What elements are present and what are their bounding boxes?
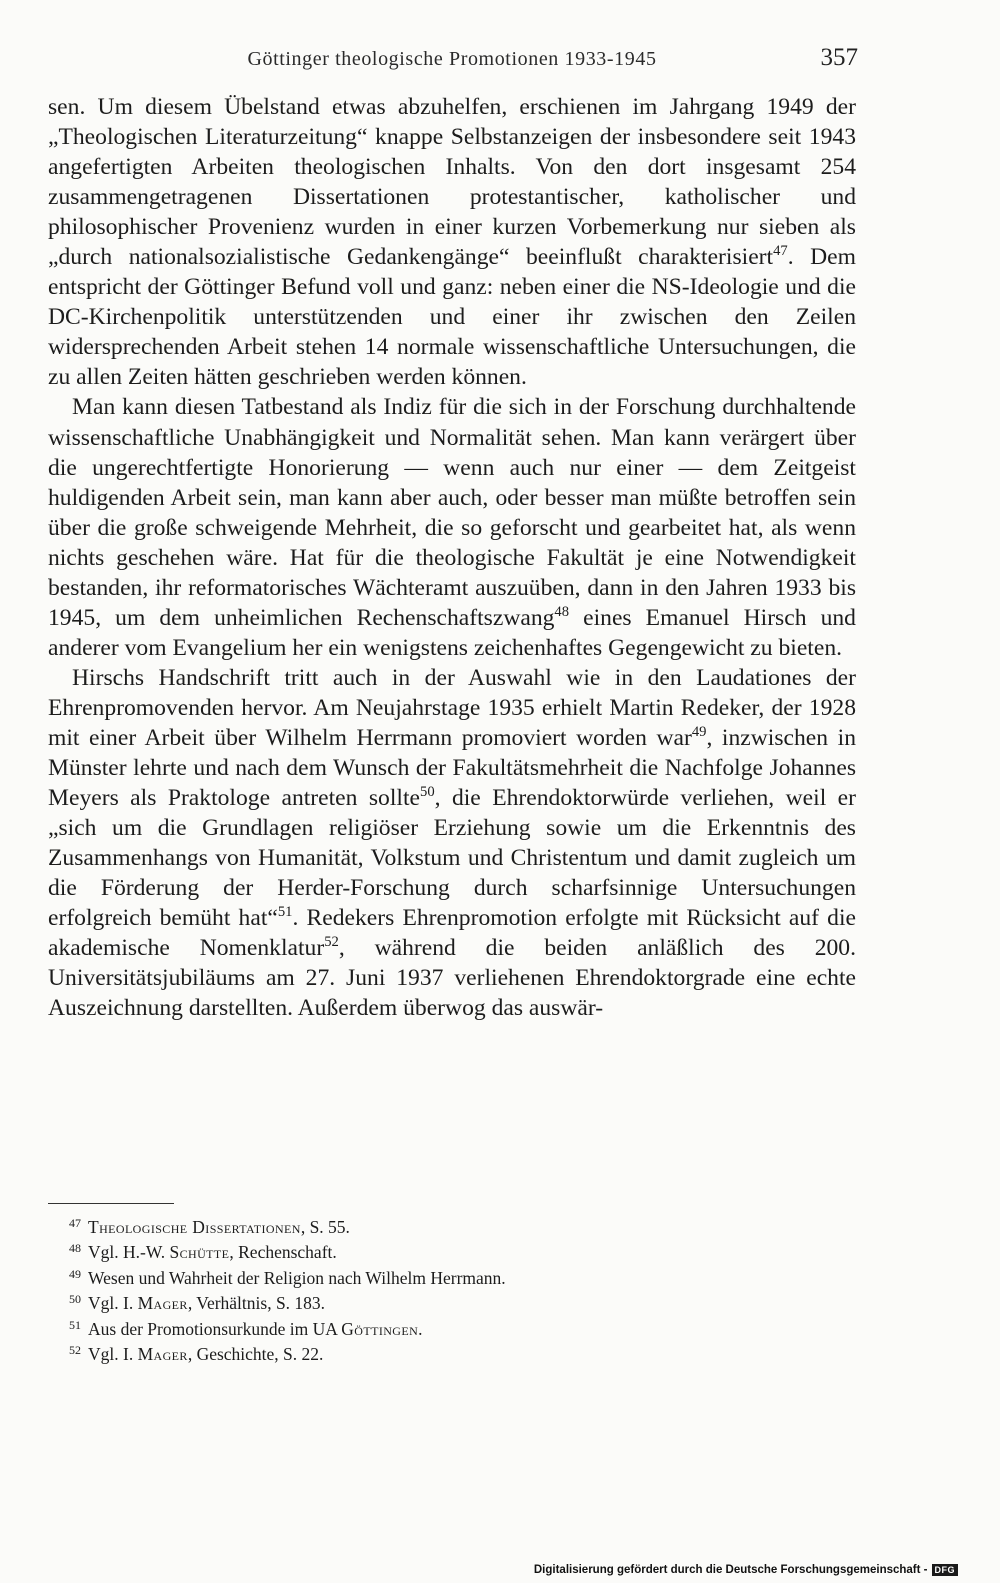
- running-title: Göttinger theologische Promotionen 1933-1945: [247, 48, 657, 70]
- text-run: Vgl. I.: [88, 1344, 138, 1365]
- text-run: . Dem entspricht der Göttinger Befund voll und ganz: neben einer die NS-Ideologie und die DC-Kirchenpolitik unterstützenden und einer ihr zwischen den Zeilen widersprechenden Arbeit stehen 14 normale wissenschaftliche Untersuchungen, die zu allen Zeiten hätten geschrieben werden können.: [48, 244, 856, 391]
- running-header: [46, 44, 858, 80]
- dfg-logo: DFG: [932, 1564, 959, 1576]
- small-caps-name: Mager: [137, 1293, 188, 1314]
- footnote: [48, 1215, 856, 1240]
- footnote-number: 51: [69, 1317, 81, 1332]
- page-number: 357: [820, 44, 858, 71]
- footnote: [48, 1240, 856, 1265]
- footnote-number: 49: [69, 1266, 81, 1281]
- footnote-marker: 51: [277, 904, 293, 921]
- footnote: [48, 1291, 856, 1316]
- digitization-credit: [534, 1561, 958, 1579]
- paragraph: [48, 392, 856, 662]
- text-run: Vgl. I.: [88, 1293, 138, 1314]
- footnote-text: [88, 1266, 506, 1291]
- footnote-text: [88, 1291, 325, 1316]
- body-text: [48, 92, 856, 1023]
- footnote-marker: 50: [420, 784, 435, 801]
- footnote-text: [88, 1342, 323, 1367]
- footnote-number: 47: [69, 1216, 81, 1230]
- text-run: , Rechenschaft.: [229, 1242, 337, 1263]
- text-run: sen. Um diesem Übelstand etwas abzuhelfen, erschienen im Jahrgang 1949 der „Theologischen Literaturzeitung“ knappe Selbstanzeigen der insbesondere seit 1943 angefertigten Arbeiten theologischen Inhalts. Von den dort insgesamt 254 zusammengetragenen Dissertationen protestantischer, katholischer und philosophischer Provenienz wurden in einer kurzen Vorbemerkung nur sieben als „durch nationalsozialistische Gedankengänge“ beeinflußt charakterisiert: [48, 94, 856, 271]
- footnote-number: 52: [69, 1343, 81, 1358]
- footnote: [48, 1317, 856, 1342]
- text-run: , S. 55.: [300, 1217, 350, 1237]
- paragraph: [48, 92, 856, 392]
- text-run: Wesen und Wahrheit der Religion nach Wilhelm Herrmann.: [88, 1267, 506, 1288]
- text-run: , die Ehrendoktorwürde verliehen, weil er „sich um die Grundlagen religiöser Erziehung sowie um die Erkenntnis des Zusammenhangs von Humanität, Volkstum und Christentum und damit zugleich um die Förderung der Herder-Forschung durch scharfsinnige Untersuchungen erfolgreich bemüht hat“: [48, 785, 857, 932]
- footnote-marker: 47: [773, 243, 788, 260]
- footnote-marker: 52: [324, 934, 339, 951]
- text-run: Hirschs Handschrift tritt auch in der Auswahl wie in den Laudationes der Ehrenpromovenden hervor. Am Neujahrstage 1935 erhielt Martin Redeker, der 1928 mit einer Arbeit über Wilhelm Herrmann promoviert worden war: [48, 664, 856, 751]
- footnote: [48, 1266, 856, 1291]
- small-caps-name: Göttingen: [341, 1318, 419, 1339]
- text-run: , Geschichte, S. 22.: [187, 1344, 324, 1365]
- text-run: Man kann diesen Tatbestand als Indiz für die sich in der Forschung durchhaltende wissenschaftliche Unabhängigkeit und Normalität sehen. Man kann verärgert über die ungerechtfertigte Honorierung — wenn auch nur einer — dem Zeitgeist huldigenden Arbeit sein, man kann aber auch, oder besser man müßte betroffen sein über die große schweigende Mehrheit, die so geforscht und gearbeitet hat, als wenn nichts geschehen wäre. Hat für die theologische Fakultät je eine Notwendigkeit bestanden, ihr reformatorisches Wächteramt auszuüben, dann in den Jahren 1933 bis 1945, um dem unheimlichen Rechenschaftszwang: [48, 394, 856, 631]
- small-caps-name: Schütte: [169, 1242, 230, 1263]
- footnote-text: [88, 1240, 337, 1265]
- text-run: .: [418, 1318, 423, 1339]
- small-caps-name: Mager: [137, 1344, 188, 1365]
- footnote: [48, 1342, 856, 1367]
- text-run: , während die beiden anläßlich des 200. Universitätsjubiläums am 27. Juni 1937 verliehenen Ehrendoktorgrade eine echte Auszeichnung darstellten. Außerdem überwog das auswär-: [48, 935, 856, 1022]
- text-run: , Verhältnis, S. 183.: [187, 1293, 326, 1314]
- text-run: , inzwischen in Münster lehrte und nach dem Wunsch der Fakultätsmehrheit die Nachfolge Johannes Meyers als Praktologe antreten sollte: [48, 724, 856, 812]
- text-run: eines Emanuel Hirsch und anderer vom Evangelium her ein wenigstens zeichenhaftes Gegengewicht zu bieten.: [48, 604, 856, 661]
- credit-text: Digitalisierung gefördert durch die Deutsche Forschungsgemeinschaft -: [533, 1564, 928, 1576]
- text-run: . Redekers Ehrenpromotion erfolgte mit Rücksicht auf die akademische Nomenklatur: [48, 905, 856, 962]
- footnote-text: [88, 1317, 423, 1342]
- footnote-text: [88, 1215, 350, 1240]
- footnote-number: 50: [69, 1292, 81, 1307]
- paragraph: [48, 663, 856, 1024]
- small-caps-name: Theologische Dissertationen: [88, 1217, 301, 1237]
- footnote-marker: 49: [691, 724, 707, 741]
- text-run: Vgl. H.-W.: [88, 1242, 170, 1263]
- footnote-number: 48: [69, 1241, 81, 1256]
- text-run: Aus der Promotionsurkunde im UA: [88, 1318, 342, 1339]
- footnote-separator: [48, 1203, 174, 1204]
- footnote-marker: 48: [554, 603, 570, 620]
- footnotes: [48, 1215, 856, 1367]
